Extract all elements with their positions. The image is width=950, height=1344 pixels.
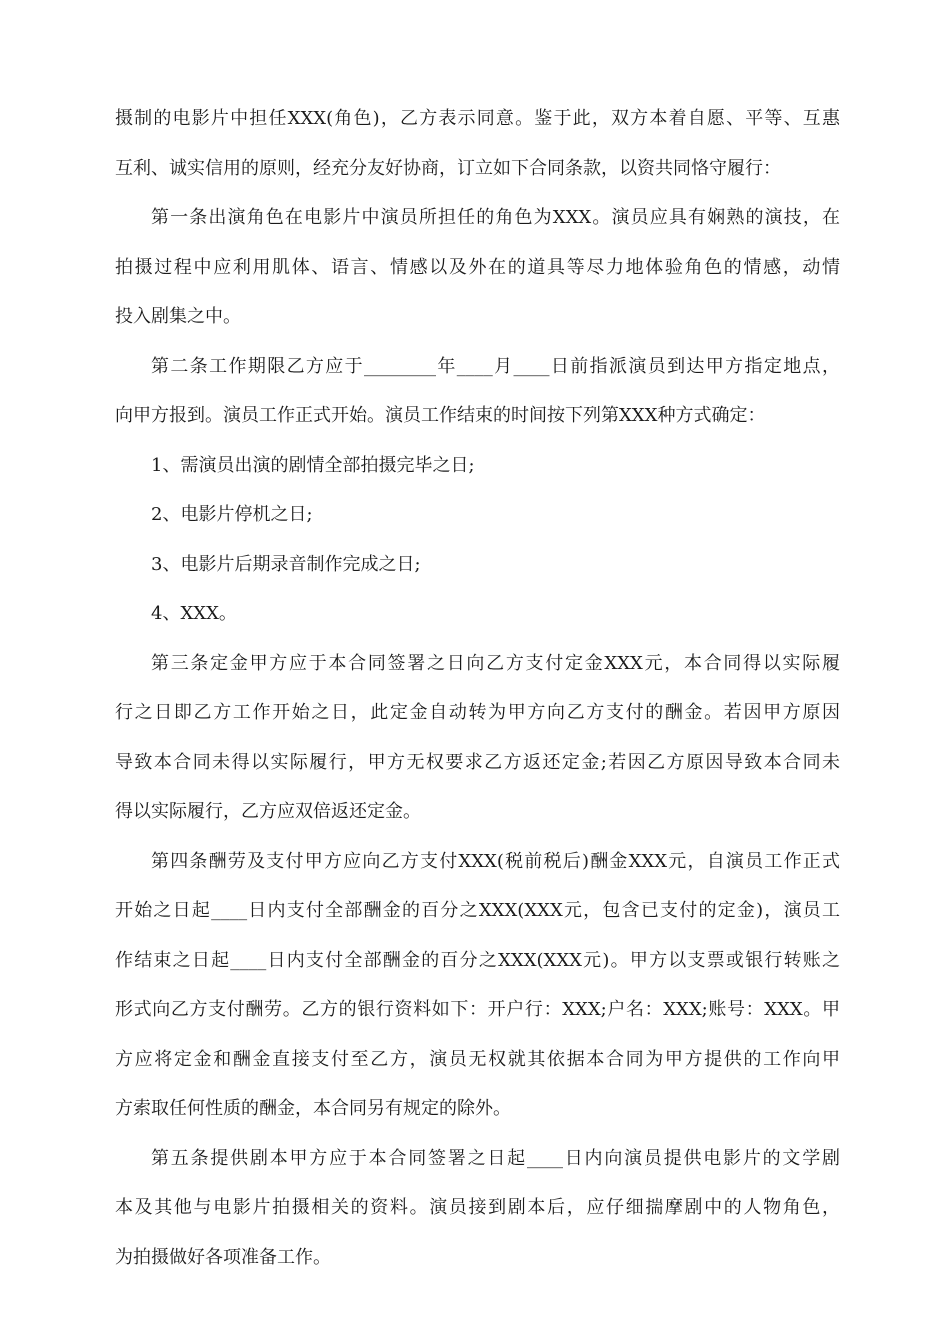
text-line: 投入剧集之中。 <box>115 306 241 327</box>
text-line: 导致本合同未得以实际履行，甲方无权要求乙方返还定金;若因乙方原因导致本合同未 <box>115 751 840 773</box>
text-line: 第四条酬劳及支付甲方应向乙方支付XXX(税前税后)酬金XXX元，自演员工作正式 <box>151 850 840 872</box>
text-line: 方应将定金和酬金直接支付至乙方，演员无权就其依据本合同为甲方提供的工作向甲 <box>115 1048 840 1070</box>
text-line: 本及其他与电影片拍摄相关的资料。演员接到剧本后，应仔细揣摩剧中的人物角色， <box>115 1197 840 1218</box>
text-line: 第一条出演角色在电影片中演员所担任的角色为XXX。演员应具有娴熟的演技，在 <box>151 207 840 228</box>
text-line: 第五条提供剧本甲方应于本合同签署之日起____日内向演员提供电影片的文学剧 <box>151 1147 840 1169</box>
text-line: 作结束之日起____日内支付全部酬金的百分之XXX(XXX元)。甲方以支票或银行转账之 <box>115 949 840 971</box>
text-line: 得以实际履行，乙方应双倍返还定金。 <box>115 801 421 822</box>
text-line: 方索取任何性质的酬金，本合同另有规定的除外。 <box>115 1098 511 1119</box>
text-line: 3、电影片后期录音制作完成之日; <box>151 553 421 575</box>
text-line: 形式向乙方支付酬劳。乙方的银行资料如下：开户行：XXX;户名：XXX;账号：XXX。甲 <box>115 999 840 1020</box>
text-line: 摄制的电影片中担任XXX(角色)，乙方表示同意。鉴于此，双方本着自愿、平等、互惠 <box>115 108 840 129</box>
text-line: 1、需演员出演的剧情全部拍摄完毕之日; <box>151 454 475 476</box>
text-line: 互利、诚实信用的原则，经充分友好协商，订立如下合同条款，以资共同恪守履行： <box>115 157 781 179</box>
text-line: 开始之日起____日内支付全部酬金的百分之XXX(XXX元，包含已支付的定金)，演员工 <box>115 900 840 921</box>
text-line: 向甲方报到。演员工作正式开始。演员工作结束的时间按下列第XXX种方式确定： <box>115 405 766 426</box>
text-line: 拍摄过程中应利用肌体、语言、情感以及外在的道具等尽力地体验角色的情感，动情 <box>115 256 840 278</box>
text-line: 2、电影片停机之日; <box>151 504 313 525</box>
text-line: 第二条工作期限乙方应于________年____月____日前指派演员到达甲方指定地点， <box>151 355 840 377</box>
text-line: 第三条定金甲方应于本合同签署之日向乙方支付定金XXX元，本合同得以实际履 <box>151 652 840 674</box>
text-line: 为拍摄做好各项准备工作。 <box>115 1246 331 1268</box>
text-line: 行之日即乙方工作开始之日，此定金自动转为甲方向乙方支付的酬金。若因甲方原因 <box>115 702 840 723</box>
text-line: 4、XXX。 <box>151 603 237 624</box>
